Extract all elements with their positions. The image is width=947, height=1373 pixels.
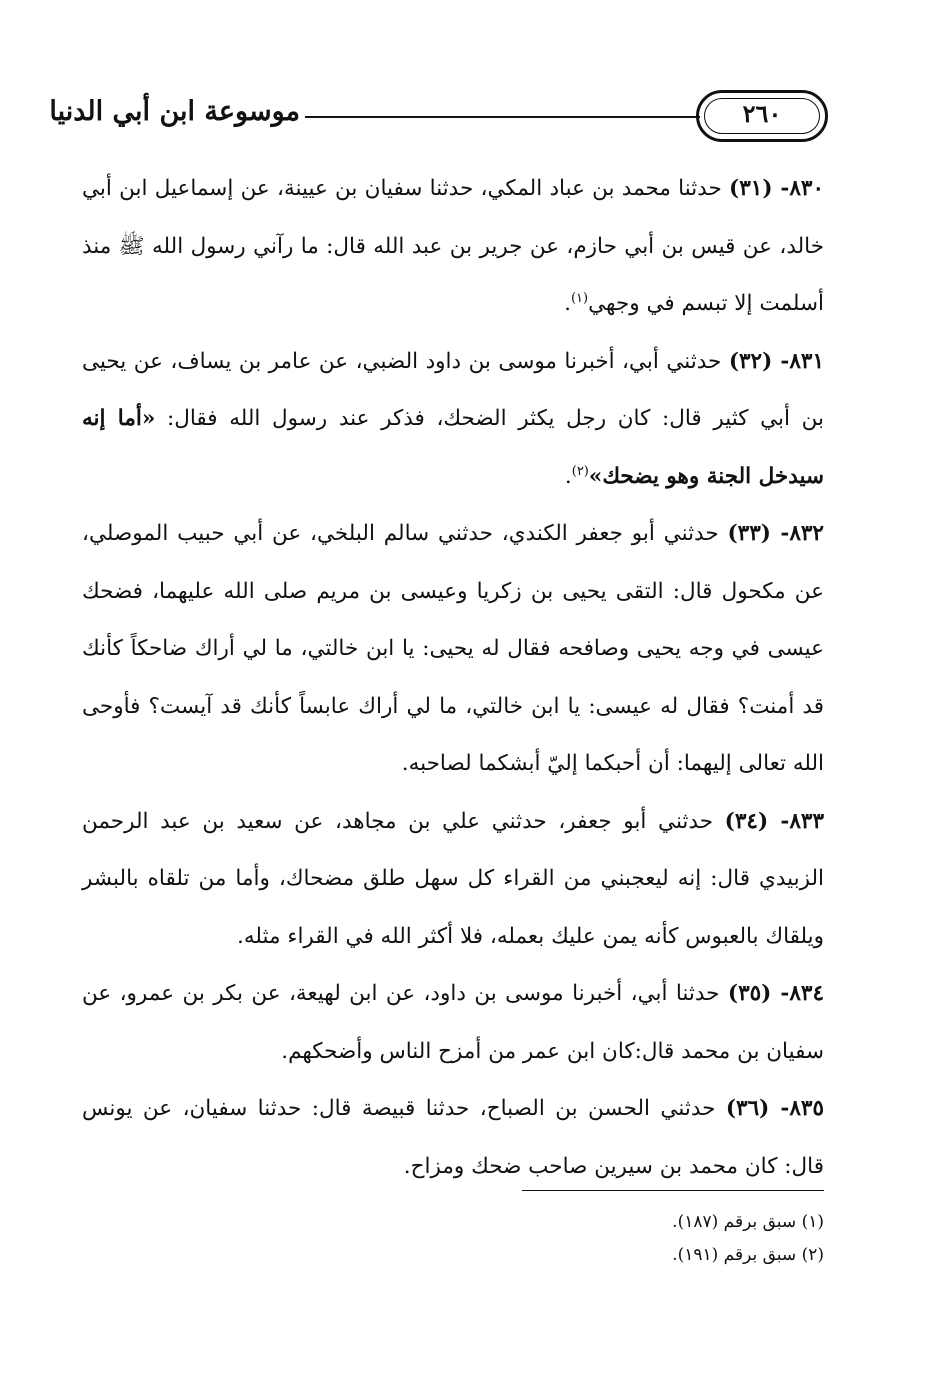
page-number: ٢٦٠ (742, 99, 782, 128)
hadith-paragraph (82, 505, 824, 793)
hadith-paragraph (82, 965, 824, 1080)
footnote: (١) سبق برقم (١٨٧). (672, 1212, 824, 1232)
prophetic-quote: «أما إنه سيدخل الجنة وهو يضحك» (82, 406, 824, 489)
hadith-text: حدثنا أبي، أخبرنا موسى بن داود، عن ابن لهيعة، عن بكر بن عمرو، عن سفيان بن محمد قال:كان ابن عمر من أمزح الناس وأضحكهم. (82, 981, 824, 1064)
hadith-number: ٨٣٢- (٣٣) (727, 521, 824, 546)
hadith-number: ٨٣١- (٣٢) (728, 348, 824, 374)
page-header (49, 88, 830, 148)
main-text (82, 160, 824, 1195)
footnote-ref: (٢) (571, 463, 589, 479)
hadith-number: ٨٣٥- (٣٦) (725, 1096, 824, 1121)
hadith-number: ٨٣٠- (٣١) (729, 176, 824, 201)
hadith-text: حدثني أبي، أخبرنا موسى بن داود الضبي، عن عامر بن يساف، عن يحيى بن أبي كثير قال: كان رجل يكثر الضحك، فذكر عند رسول الله فقال: (82, 348, 825, 431)
hadith-text: حدثني الحسن بن الصباح، حدثنا قبيصة قال: حدثنا سفيان، عن يونس قال: كان محمد بن سيرين صاحب ضحك ومزاح. (82, 1096, 824, 1179)
hadith-text: حدثني أبو جعفر الكندي، حدثني سالم البلخي، عن أبي حبيب الموصلي، عن مكحول قال: التقى يحيى بن زكريا وعيسى بن مريم صلى الله عليهما، فضحك عيسى في وجه يحيى وصافحه فقال له يحيى: يا ابن خالتي، ما لي أراك ضاحكاً كأنك قد أمنت؟ فقال له عيسى: يا ابن خالتي، ما لي أراك عابساً كأنك قد آيست؟ فأوحى الله تعالى إليهما: أن أحبكما إليّ أبشكما لصاحبه. (82, 521, 824, 776)
hadith-text: حدثني أبو جعفر، حدثني علي بن مجاهد، عن سعيد بن عبد الرحمن الزبيدي قال: إنه ليعجبني من القراء كل سهل طلق مضحاك، وأما من تلقاه بالبشر ويلقاك بالعبوس كأنه يمن عليك بعمله، فلا أكثر الله في القراء مثله. (82, 808, 824, 949)
hadith-end: . (564, 463, 572, 489)
footnote-ref: (١) (570, 290, 589, 306)
running-title: موسوعة ابن أبي الدنيا (49, 96, 300, 127)
hadith-number: ٨٣٣- (٣٤) (724, 808, 824, 834)
hadith-number: ٨٣٤- (٣٥) (727, 981, 824, 1006)
hadith-paragraph (82, 333, 824, 506)
header-rule (305, 116, 700, 118)
footnotes (300, 1206, 824, 1272)
hadith-paragraph (82, 793, 824, 966)
page-number-frame (696, 90, 828, 142)
hadith-text: حدثنا محمد بن عباد المكي، حدثنا سفيان بن عيينة، عن إسماعيل ابن أبي خالد، عن قيس بن أبي حازم، عن جرير بن عبد الله قال: ما رآني رسول الله ﷺ منذ أسلمت إلا تبسم في وجهي (82, 176, 824, 316)
hadith-end: . (564, 291, 571, 316)
footnote: (٢) سبق برقم (١٩١). (672, 1245, 824, 1265)
hadith-paragraph (82, 160, 824, 333)
footnote-separator (522, 1190, 824, 1191)
hadith-paragraph (82, 1080, 824, 1195)
